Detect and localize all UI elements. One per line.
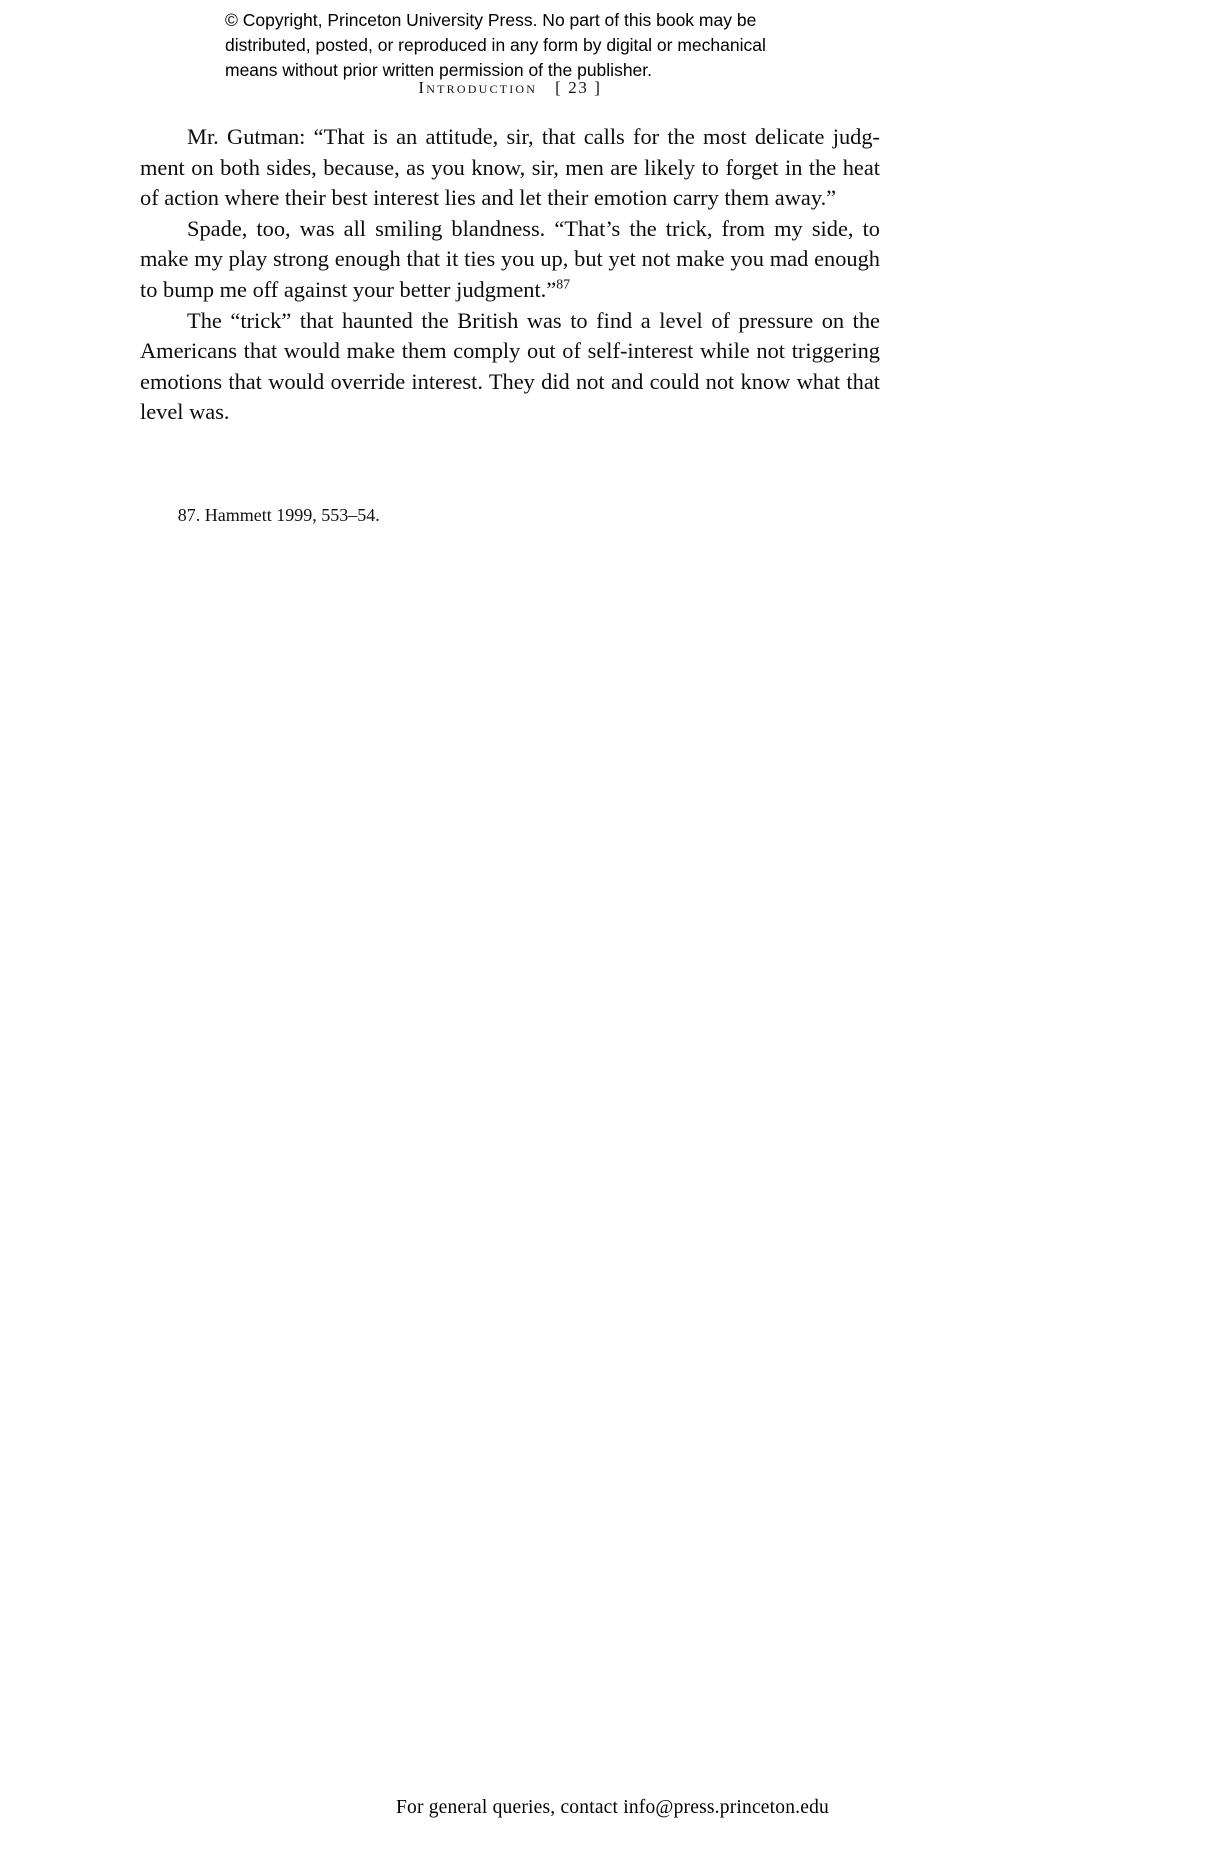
- paragraph-2-text: Spade, too, was all smiling blandness. “That’s the trick, from my side, to make my play strong enough that it ties you up, but yet not make you mad enough to bump me off against your better judgment.”: [140, 215, 880, 302]
- paragraph-1: Mr. Gutman: “That is an attitude, sir, that calls for the most delicate judgment on both sides, because, as you know, sir, men are likely to forget in the heat of action where their best interest lies and let their emotion carry them away.”: [140, 124, 880, 211]
- running-head: [140, 78, 880, 98]
- body-text: [140, 122, 880, 428]
- running-head-label: Introduction: [418, 78, 538, 97]
- paragraph-2: [140, 214, 880, 306]
- general-queries-footer: For general queries, contact info@press.princeton.edu: [395, 1797, 830, 1818]
- footnote-87: 87. Hammett 1999, 553–54.: [177, 505, 380, 525]
- footnote-reference-87: 87: [556, 277, 571, 293]
- page-folio: [ 23 ]: [555, 78, 602, 97]
- copyright-notice: © Copyright, Princeton University Press. No part of this book may be distributed, posted, or reproduced in any form by digital or mechanical means without prior written permission of the publisher.: [225, 10, 766, 80]
- paragraph-3: The “trick” that haunted the British was to find a level of pressure on the Americans that would make them comply out of self-interest while not triggering emotions that would override interest. They did not and could not know what that level was.: [140, 307, 880, 425]
